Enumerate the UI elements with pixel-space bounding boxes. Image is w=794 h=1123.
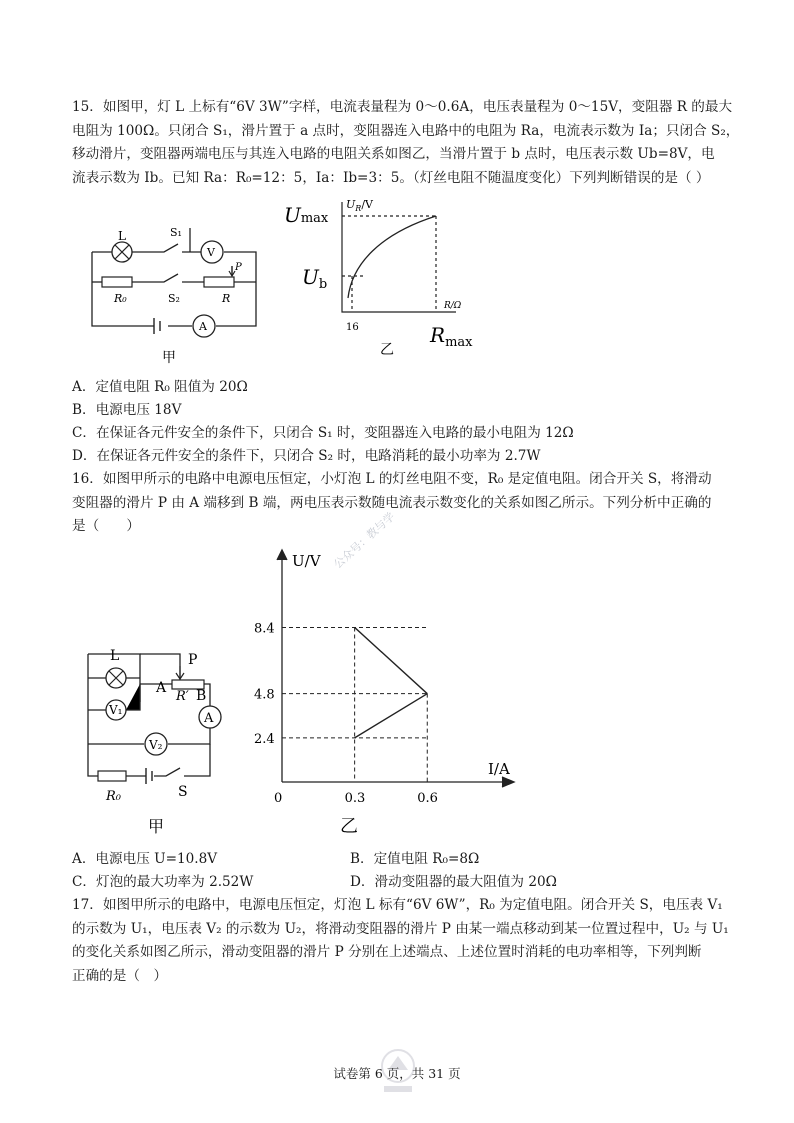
series-line-1 [355,627,428,693]
q15-ammeter-label: A [199,320,207,333]
q16-caption-jia: 甲 [148,817,165,836]
q15-line: 15．如图甲，灯 L 上标有“6V 3W”字样，电流表量程为 0～0.6A，电压表量程为 0～15V，变阻器 R 的最大 [72,99,733,115]
q16-option-a: A．电源电压 U=10.8V [72,851,218,867]
series-line-2 [355,694,428,738]
y-tick-label: 2.4 [254,731,275,747]
q16-line: 变阻器的滑片 P 由 A 端移到 B 端，两电压表示数随电流表示数变化的关系如图乙所示。下列分析中正确的 [72,494,712,511]
q17-line: 17．如图甲所示的电路中，电源电压恒定，灯泡 L 标有“6V 6W”，R₀ 为定值电阻。闭合开关 S，电压表 V₁ [72,897,723,913]
q15-caption-jia: 甲 [162,350,176,366]
x-tick-label: 0.3 [344,791,366,806]
q17-line: 正确的是（ ） [72,967,168,984]
q15-option-c: C．在保证各元件安全的条件下，只闭合 S₁ 时，变阻器连入电路的最小电阻为 12Ω [72,425,574,441]
y-axis-arrow [277,550,287,560]
q16-circuit-diagram [76,640,236,840]
q15-option-d: D．在保证各元件安全的条件下，只闭合 S₂ 时，电路消耗的最小功率为 2.7W [72,448,541,464]
y-tick-label: 4.8 [254,687,275,703]
q15-line: 移动滑片，变阻器两端电压与其连入电路的电阻关系如图乙，当滑片置于 b 点时，电压表示数 Ub=8V，电 [72,146,715,162]
q16-voltmeter-v1: V₁ [109,703,123,717]
q17-line: 的变化关系如图乙所示，滑动变阻器的滑片 P 分别在上述端点、上述位置时消耗的电功率相等，下列判断 [72,944,702,960]
q15-stem [72,96,740,190]
q16-ammeter-label: A [204,711,214,726]
q16-voltmeter-v2: V₂ [149,738,163,752]
x-axis-arrow [502,777,514,787]
q15-graph-ub: $U_b$ [302,265,328,292]
q16-label-B-end: B [196,688,207,704]
q16-label-S: S [178,784,188,800]
q16-label-P: P [188,652,198,668]
q15-label-S2: S₂ [168,292,180,305]
q16-label-R0: R₀ [106,789,121,804]
chart-xlabel: I/A [488,760,510,778]
q15-option-b: B．电源电压 18V [72,402,182,418]
q15-graph-axis-x: R/Ω [444,301,462,311]
q15-voltmeter-label: V [207,246,215,259]
q16-label-L: L [110,648,120,664]
q16-ui-chart [244,540,524,840]
q17-stem [72,894,732,988]
q15-label-L: L [118,229,126,243]
q15-line: 电阻为 100Ω。只闭合 S₁，滑片置于 a 点时，变阻器连入电路中的电阻为 Ra，电流表示数为 Ia；只闭合 S₂， [72,122,740,139]
q15-line: 流表示数为 Ib。已知 Ra：R₀=12：5，Ia：Ib=3：5。（灯丝电阻不随温度变化）下列判断错误的是（ ） [72,169,710,186]
q15-graph [280,194,490,356]
page-footer: 试卷第 6 页，共 31 页 [333,1066,461,1081]
q17-line: 的示数为 U₁，电压表 V₂ 的示数为 U₂，将滑动变阻器的滑片 P 由某一端点移动到某一位置过程中，U₂ 与 U₁ [72,920,729,937]
q16-line: 16．如图甲所示的电路中电源电压恒定，小灯泡 L 的灯丝电阻不变，R₀ 是定值电阻。闭合开关 S，将滑动 [72,471,712,487]
q15-label-R0: R₀ [114,292,127,305]
q15-option-a: A．定值电阻 R₀ 阻值为 20Ω [72,379,248,395]
q16-option-d: D．滑动变阻器的最大阻值为 20Ω [350,874,557,890]
chart-ylabel: U/V [292,552,321,570]
q15-graph-axis-y: $U_R/V$ [346,198,373,213]
q16-label-Rprime: R′ [176,689,189,704]
watermark-text: 公众号：教与学 [331,509,398,572]
q15-label-S1: S₁ [170,226,182,239]
q15-graph-umax: Umax [284,203,329,227]
q15-label-P: P [235,262,242,273]
q15-circuit-diagram [84,218,264,366]
q16-caption-yi: 乙 [340,816,358,837]
q16-label-A-end: A [156,680,167,696]
q16-option-b: B．定值电阻 R₀=8Ω [350,851,480,867]
q15-graph-rmax: $R_{max}$ [430,323,473,350]
q15-label-R: R [222,292,231,305]
y-tick-label: 8.4 [254,621,275,637]
q16-stem [72,468,732,539]
chart-origin: 0 [274,791,283,806]
q15-graph-tick-16: 16 [346,322,359,333]
x-tick-label: 0.6 [417,791,438,806]
q15-caption-yi: 乙 [380,342,394,356]
q16-line: 是（ ） [72,518,140,534]
q16-option-c: C．灯泡的最大功率为 2.52W [72,874,254,890]
